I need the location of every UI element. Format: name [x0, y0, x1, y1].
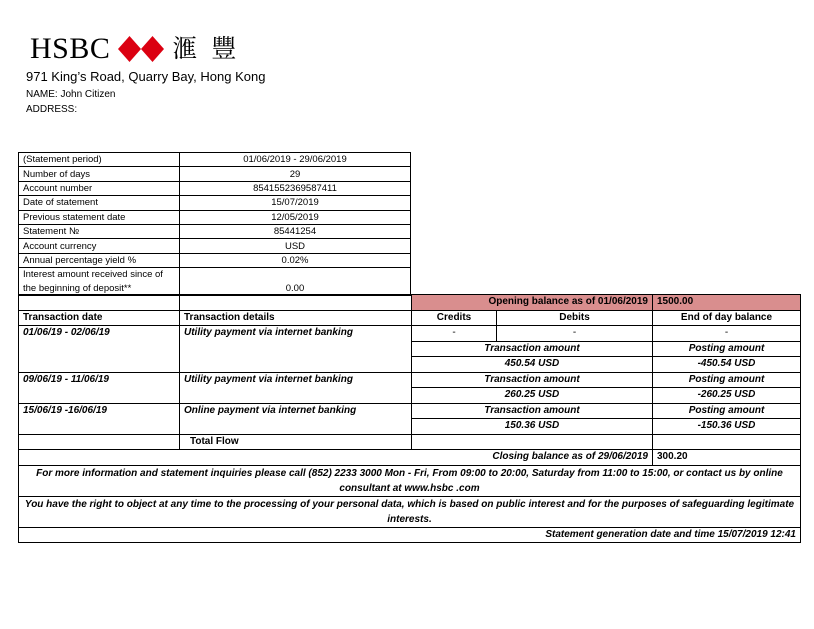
info-label: Date of statement [19, 196, 180, 210]
transaction-details: Utility payment via internet banking [180, 372, 412, 403]
closing-balance-value: 300.20 [653, 450, 801, 466]
column-header-row [19, 310, 801, 326]
transaction-details: Utility payment via internet banking [180, 326, 412, 373]
customer-address: ADDRESS: [26, 104, 78, 115]
transaction-amount-label: Transaction amount [412, 372, 653, 388]
info-value: 85441254 [180, 224, 411, 238]
info-value: 0.00 [180, 268, 411, 296]
info-row [19, 167, 411, 181]
info-label: Account number [19, 181, 180, 195]
info-label: Annual percentage yield % [19, 253, 180, 267]
posting-amount: -260.25 USD [653, 388, 801, 404]
debits-dash: - [497, 326, 653, 342]
info-value: 15/07/2019 [180, 196, 411, 210]
posting-amount-label: Posting amount [653, 341, 801, 357]
info-row [19, 196, 411, 210]
total-flow-row [19, 434, 801, 450]
info-row [19, 268, 411, 296]
opening-balance-row [19, 295, 801, 311]
table-row [19, 372, 801, 388]
statement-info-table [18, 152, 411, 296]
transaction-date: 01/06/19 - 02/06/19 [19, 326, 180, 373]
footer-generated-row [19, 527, 801, 543]
total-flow-label: Total Flow [180, 434, 412, 450]
info-row [19, 181, 411, 195]
table-row [19, 326, 801, 342]
empty-cell [180, 295, 412, 311]
info-label: Interest amount received since of the beginning of deposit** [19, 268, 180, 296]
table-row [19, 403, 801, 419]
info-value: 12/05/2019 [180, 210, 411, 224]
posting-amount-label: Posting amount [653, 403, 801, 419]
transaction-date: 15/06/19 -16/06/19 [19, 403, 180, 434]
closing-balance-row [19, 450, 801, 466]
closing-balance-label: Closing balance as of 29/06/2019 [19, 450, 653, 466]
transaction-amount-label: Transaction amount [412, 341, 653, 357]
transaction-date: 09/06/19 - 11/06/19 [19, 372, 180, 403]
info-label: Previous statement date [19, 210, 180, 224]
info-row [19, 153, 411, 167]
info-value: USD [180, 239, 411, 253]
transaction-amount: 450.54 USD [412, 357, 653, 373]
balance-dash: - [653, 326, 801, 342]
hsbc-logo [30, 32, 239, 66]
footer-rights-notice: You have the right to object at any time to the processing of your personal data, which is based on public interest and for the purposes of safeguarding legitimate interests. [19, 496, 801, 527]
transaction-amount-label: Transaction amount [412, 403, 653, 419]
statement-generation-date: Statement generation date and time 15/07/2019 12:41 [19, 527, 801, 543]
info-row [19, 253, 411, 267]
column-header-balance: End of day balance [653, 310, 801, 326]
credits-dash: - [412, 326, 497, 342]
empty-cell [412, 434, 653, 450]
info-row [19, 210, 411, 224]
footer-contact-info: For more information and statement inquiries please call (852) 2233 3000 Mon - Fri, From 09:00 to 20:00, Saturday from 11:00 to 15:00, or contact us by online consultant at www.hsbc .com [19, 465, 801, 496]
info-label: Statement № [19, 224, 180, 238]
footer-rights-row [19, 496, 801, 527]
transaction-details: Online payment via internet banking [180, 403, 412, 434]
column-header-debits: Debits [497, 310, 653, 326]
column-header-credits: Credits [412, 310, 497, 326]
info-value: 01/06/2019 - 29/06/2019 [180, 153, 411, 167]
info-value: 0.02% [180, 253, 411, 267]
info-label: Account currency [19, 239, 180, 253]
empty-cell [19, 295, 180, 311]
posting-amount-label: Posting amount [653, 372, 801, 388]
customer-name: NAME: John Citizen [26, 89, 116, 100]
empty-cell [653, 434, 801, 450]
brand-name-chinese: 滙 豐 [172, 34, 240, 63]
opening-balance-value: 1500.00 [653, 295, 801, 311]
transaction-amount: 260.25 USD [412, 388, 653, 404]
hsbc-hexagon-icon [118, 36, 164, 62]
info-label: Number of days [19, 167, 180, 181]
info-row [19, 224, 411, 238]
info-label: (Statement period) [19, 153, 180, 167]
column-header-details: Transaction details [180, 310, 412, 326]
transactions-table [18, 294, 801, 543]
brand-name: HSBC [30, 32, 111, 65]
opening-balance-label: Opening balance as of 01/06/2019 [412, 295, 653, 311]
info-row [19, 239, 411, 253]
posting-amount: -150.36 USD [653, 419, 801, 435]
column-header-date: Transaction date [19, 310, 180, 326]
info-value: 29 [180, 167, 411, 181]
info-value: 8541552369587411 [180, 181, 411, 195]
posting-amount: -450.54 USD [653, 357, 801, 373]
empty-cell [19, 434, 180, 450]
transaction-amount: 150.36 USD [412, 419, 653, 435]
footer-info-row [19, 465, 801, 496]
bank-address: 971 King’s Road, Quarry Bay, Hong Kong [26, 69, 266, 84]
